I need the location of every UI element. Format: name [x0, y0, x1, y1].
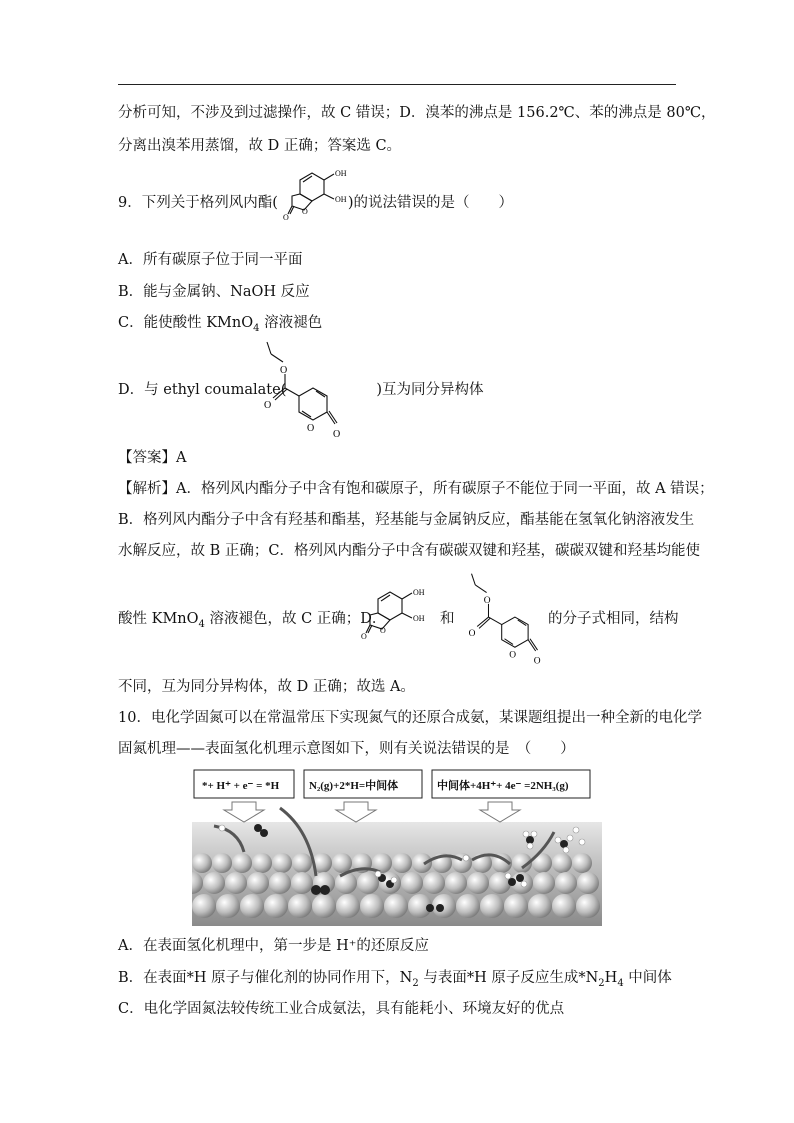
q10-stem-2: 固氮机理——表面氢化机理示意图如下，则有关说法错误的是 （ ） — [118, 741, 575, 757]
exp4-and: 和 — [440, 611, 455, 627]
exp4-post: 的分子式相同，结构 — [548, 611, 679, 627]
q10-option-b — [118, 968, 672, 994]
text-line-2: 分离出溴苯用蒸馏，故 D 正确；答案选 C。 — [118, 138, 402, 154]
o-label: O — [468, 628, 476, 639]
q9-explanation-4 — [118, 609, 386, 635]
q9-stem-post: )的说法错误的是（ ） — [347, 195, 514, 211]
o-label: O — [380, 626, 386, 635]
q9-explanation-5: 不同，互为同分异构体，故 D 正确；故选 A。 — [118, 679, 415, 695]
exp4-mid: 溶液褪色，故 C 正确；D． — [204, 611, 387, 627]
q10-option-c: C．电化学固氮法较传统工业合成氨法，具有能耗小、环境友好的优点 — [118, 1001, 565, 1017]
q9-explanation-3: 水解反应，故 B 正确；C．格列风内酯分子中含有碳碳双键和羟基，碳碳双键和羟基均能使 — [118, 543, 700, 559]
surface-hydrogenation-diagram — [192, 768, 602, 930]
o-label: O — [483, 595, 491, 606]
step3-label: 中间体+4H⁺+ 4e⁻ =2NH₃(g) — [437, 780, 569, 792]
o-label: O — [280, 365, 288, 376]
header-rule — [118, 84, 676, 85]
o-label: O — [302, 207, 308, 216]
molecule-ethyl-coumalate-2 — [460, 568, 550, 672]
q10-option-b-post: 中间体 — [623, 970, 672, 986]
molecule-ethyl-coumalate — [255, 336, 350, 446]
q9-explanation-1: 【解析】A．格列风内酯分子中含有饱和碳原子，所有碳原子不能位于同一平面，故 A 错误； — [118, 481, 714, 497]
molecule-glechoma-lactone — [282, 162, 354, 226]
q9-option-d-pre: D．与 ethyl coumalate( — [118, 382, 287, 398]
down-arrow-icon — [224, 802, 264, 822]
o-label: O — [264, 400, 272, 411]
molecule-glechoma-lactone-2 — [360, 578, 432, 648]
q10-stem-1: 10．电化学固氮可以在常温常压下实现氮气的还原合成氨，某课题组提出一种全新的电化学 — [118, 710, 702, 726]
q10-option-b-sub: 2 — [412, 977, 419, 989]
step2-label: N₂(g)+2*H=中间体 — [309, 780, 399, 792]
o-label: O — [333, 429, 341, 440]
q9-option-d-post: )互为同分异构体 — [376, 382, 484, 398]
q9-option-c — [118, 313, 322, 339]
step1-label: *+ H⁺ + e⁻ = *H — [202, 780, 280, 792]
oh-label: OH — [413, 614, 425, 623]
o-label: O — [361, 632, 367, 641]
q10-option-b-mid: 与表面*H 原子反应生成*N — [418, 970, 599, 986]
q10-option-a: A．在表面氢化机理中，第一步是 H⁺的还原反应 — [118, 938, 429, 954]
catalyst-surface — [192, 853, 600, 918]
down-arrow-icon — [336, 802, 376, 822]
q9-option-a: A．所有碳原子位于同一平面 — [118, 252, 303, 268]
q9-option-c-post: 溶液褪色 — [259, 315, 323, 331]
q9-option-b: B．能与金属钠、NaOH 反应 — [118, 284, 310, 300]
oh-label: OH — [413, 588, 425, 597]
oh-label: OH — [335, 169, 347, 178]
q9-option-c-pre: C．能使酸性 KMnO — [118, 315, 254, 331]
down-arrow-icon — [480, 802, 520, 822]
exp4-sub: 4 — [198, 618, 205, 630]
o-label: O — [283, 213, 289, 222]
q10-option-b-sub2: 2 — [598, 977, 605, 989]
q9-stem-pre: 9．下列关于格列风内酯( — [118, 195, 278, 211]
oh-label: OH — [335, 195, 347, 204]
q9-answer: 【答案】A — [118, 450, 187, 466]
q10-option-b-sub3: 4 — [617, 977, 624, 989]
exp4-pre: 酸性 KMnO — [118, 611, 199, 627]
q10-option-b-mid2: H — [604, 970, 618, 986]
q9-option-c-sub: 4 — [253, 322, 260, 334]
text-line-1: 分析可知，不涉及到过滤操作，故 C 错误；D．溴苯的沸点是 156.2℃、苯的沸点是 80℃， — [118, 105, 716, 121]
q9-explanation-2: B．格列风内酯分子中含有羟基和酯基，羟基能与金属钠反应，酯基能在氢氧化钠溶液发生 — [118, 512, 695, 528]
o-label: O — [533, 656, 541, 667]
o-label: O — [307, 423, 315, 434]
q10-option-b-pre: B．在表面*H 原子与催化剂的协同作用下，N — [118, 970, 413, 986]
o-label: O — [509, 650, 517, 661]
